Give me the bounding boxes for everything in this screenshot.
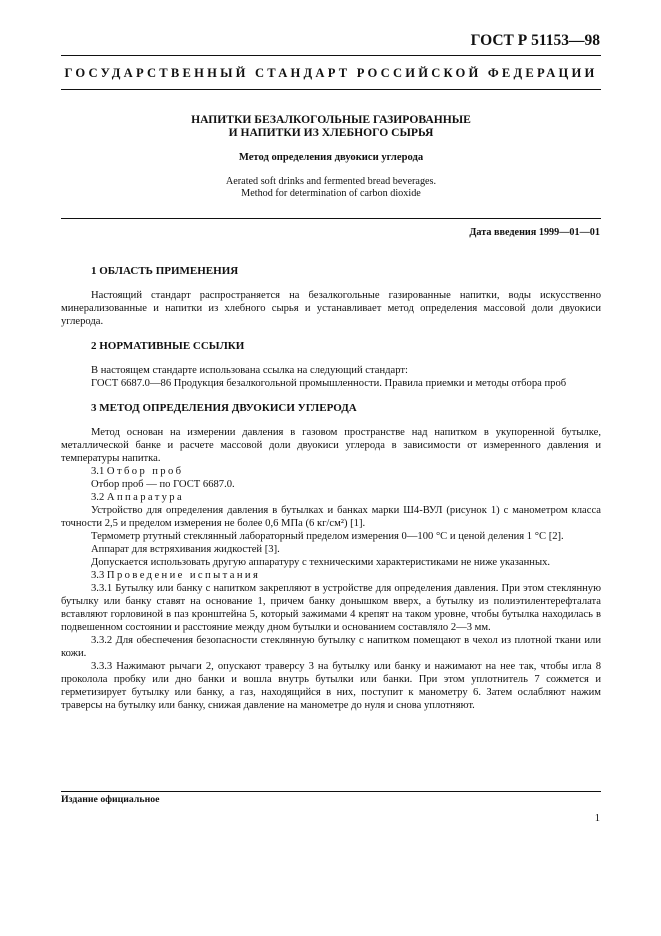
clause-3-3-1: 3.3.1 Бутылку или банку с напитком закрепляют в устройстве для определения давления. При этом стеклянную бутылку или банку ставят на основание 1, причем банку донышком вверх, а бутылку из полиэтилентерефталата вставляют горловиной в паз кронштейна 5, который зажимами 4 крепят на таком уровне, чтобы бутылка находилась в подвешенном состоянии и расстояние между дном бутылки и основанием составляло 2—3 мм. xyxy=(61,583,601,633)
english-title-line-1: Aerated soft drinks and fermented bread beverages. xyxy=(225,176,437,187)
subsection-3-2-paragraph-4: Допускается использовать другую аппаратуру с техническими характеристиками не ниже указанных. xyxy=(91,557,551,568)
section-1-paragraph: Настоящий стандарт распространяется на безалкогольные газированные напитки, воды искусственно минерализованные и напитки из хлебного сырья и устанавливает метод определения массовой доли двуокиси углерода. xyxy=(61,290,601,327)
organization-header: ГОСУДАРСТВЕННЫЙ СТАНДАРТ РОССИЙСКОЙ ФЕДЕРАЦИИ xyxy=(64,66,598,80)
title-line-2: И НАПИТКИ ИЗ ХЛЕБНОГО СЫРЬЯ xyxy=(228,126,434,139)
header-rule-bottom xyxy=(61,89,601,90)
subsection-3-2-paragraph-1: Устройство для определения давления в бутылках и банках марки Ш4-ВУЛ (рисунок 1) с манометром класса точности 2,5 и пределом измерения не более 0,6 МПа (6 кг/см²) [1]. xyxy=(61,505,601,529)
section-3-heading: 3 МЕТОД ОПРЕДЕЛЕНИЯ ДВУОКИСИ УГЛЕРОДА xyxy=(91,402,357,414)
section-2-paragraph-2: ГОСТ 6687.0—86 Продукция безалкогольной промышленности. Правила приемки и методы отбора проб xyxy=(91,378,567,389)
subsection-3-1-paragraph: Отбор проб — по ГОСТ 6687.0. xyxy=(91,479,235,490)
subsection-3-2-paragraph-2: Термометр ртутный стеклянный лабораторный пределом измерения 0—100 °С и ценой деления 1 °С [2]. xyxy=(91,531,564,542)
page-number: 1 xyxy=(594,813,600,824)
section-1-heading: 1 ОБЛАСТЬ ПРИМЕНЕНИЯ xyxy=(91,265,239,277)
gost-code: ГОСТ Р 51153—98 xyxy=(470,32,600,49)
header-rule xyxy=(61,55,601,56)
clause-3-3-3: 3.3.3 Нажимают рычаги 2, опускают траверсу 3 на бутылку или банку и нажимают на нее так, чтобы игла 8 проколола пробку или дно банки и вошла внутрь бутылки или банки. При этом уплотнитель 7 сожмется и герметизирует бутылку или банку, а газ, находящийся в них, поступит к манометру 6. Затем ослабляют нажим траверсы на бутылку или банку, снижая давление на манометре до нуля и снова уплотняют. xyxy=(61,661,601,711)
subsection-3-2-heading: 3.2 Аппаратура xyxy=(91,492,185,503)
section-3-paragraph: Метод основан на измерении давления в газовом пространстве над напитком в укупоренной бутылке, металлической банке и расчете массовой доли двуокиси углерода в зависимости от измеренного давления и температуры напитка. xyxy=(61,427,601,464)
subsection-3-1-heading: 3.1 Отбор проб xyxy=(91,466,184,477)
intro-rule xyxy=(61,218,601,219)
subsection-3-3-heading: 3.3 Проведение испытания xyxy=(91,570,261,581)
document-body xyxy=(61,265,601,712)
footer-rule xyxy=(61,791,601,792)
title-line-1: НАПИТКИ БЕЗАЛКОГОЛЬНЫЕ ГАЗИРОВАННЫЕ xyxy=(191,113,471,126)
document-subtitle: Метод определения двуокиси углерода xyxy=(238,152,424,163)
edition-note: Издание официальное xyxy=(61,794,160,805)
introduction-date: Дата введения 1999—01—01 xyxy=(469,227,600,238)
section-2-heading: 2 НОРМАТИВНЫЕ ССЫЛКИ xyxy=(91,340,245,352)
english-title xyxy=(61,176,601,199)
clause-3-3-2: 3.3.2 Для обеспечения безопасности стеклянную бутылку с напитком помещают в чехол из плотной ткани или кожи. xyxy=(61,635,601,659)
english-title-line-2: Method for determination of carbon dioxide xyxy=(241,187,421,199)
subsection-3-2-paragraph-3: Аппарат для встряхивания жидкостей [3]. xyxy=(91,544,280,555)
section-2-paragraph-1: В настоящем стандарте использована ссылка на следующий стандарт: xyxy=(91,365,408,376)
document-title xyxy=(61,113,601,139)
